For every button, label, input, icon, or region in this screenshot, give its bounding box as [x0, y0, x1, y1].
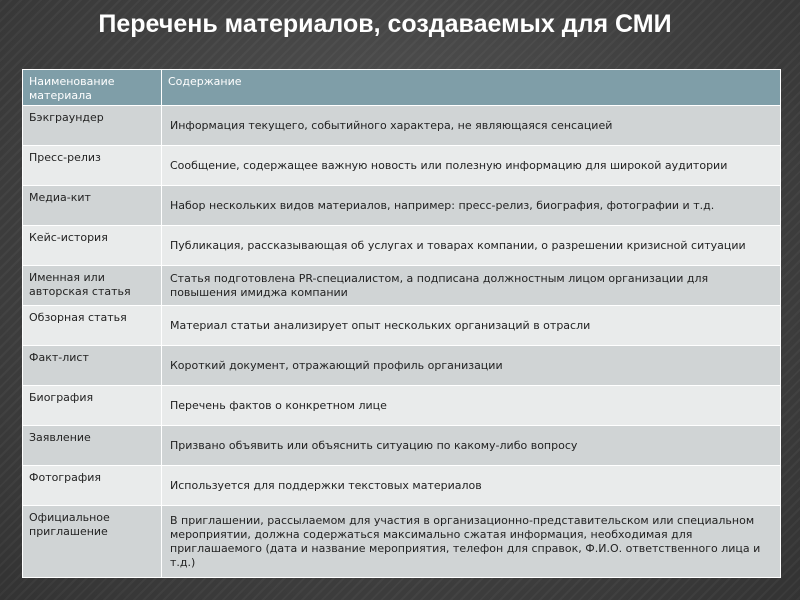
table-row	[23, 426, 781, 466]
table-row	[23, 346, 781, 386]
table-row	[23, 146, 781, 186]
material-name-cell: Медиа-кит	[23, 186, 162, 226]
material-name-cell: Именная или авторская статья	[23, 266, 162, 306]
material-content-cell: Короткий документ, отражающий профиль организации	[162, 346, 781, 386]
material-content-cell: Используется для поддержки текстовых материалов	[162, 466, 781, 506]
table-row	[23, 306, 781, 346]
material-content-cell: Статья подготовлена PR-специалистом, а подписана должностным лицом организации для повышения имиджа компании	[162, 266, 781, 306]
material-content-cell: Призвано объявить или объяснить ситуацию по какому-либо вопросу	[162, 426, 781, 466]
material-name-cell: Пресс-релиз	[23, 146, 162, 186]
material-name-cell: Заявление	[23, 426, 162, 466]
material-name-cell: Бэкграундер	[23, 106, 162, 146]
material-name-cell: Биография	[23, 386, 162, 426]
header-content: Содержание	[162, 70, 781, 106]
material-name-cell: Официальное приглашение	[23, 506, 162, 578]
table-row	[23, 466, 781, 506]
material-content-cell: Набор нескольких видов материалов, например: пресс-релиз, биография, фотографии и т.д.	[162, 186, 781, 226]
slide-title: Перечень материалов, создаваемых для СМИ	[98, 10, 672, 38]
material-name-cell: Фотография	[23, 466, 162, 506]
material-content-cell: Публикация, рассказывающая об услугах и товарах компании, о разрешении кризисной ситуации	[162, 226, 781, 266]
material-name-cell: Кейс-история	[23, 226, 162, 266]
table-row	[23, 106, 781, 146]
table-row	[23, 226, 781, 266]
material-content-cell: Информация текущего, событийного характера, не являющаяся сенсацией	[162, 106, 781, 146]
material-content-cell: В приглашении, рассылаемом для участия в организационно-представительском или специальном мероприятии, должна содержаться максимально сжатая информация, необходимая для приглашаемого (дата и название мероприятия, телефон для справок, Ф.И.О. ответственного лица и т.д.)	[162, 506, 781, 578]
material-content-cell: Перечень фактов о конкретном лице	[162, 386, 781, 426]
table-header-row	[23, 70, 781, 106]
table-row	[23, 266, 781, 306]
header-material-name: Наименование материала	[23, 70, 162, 106]
material-content-cell: Сообщение, содержащее важную новость или полезную информацию для широкой аудитории	[162, 146, 781, 186]
table-row	[23, 186, 781, 226]
table-row	[23, 386, 781, 426]
table-row	[23, 506, 781, 578]
material-name-cell: Обзорная статья	[23, 306, 162, 346]
materials-table	[22, 69, 781, 578]
material-content-cell: Материал статьи анализирует опыт нескольких организаций в отрасли	[162, 306, 781, 346]
material-name-cell: Факт-лист	[23, 346, 162, 386]
